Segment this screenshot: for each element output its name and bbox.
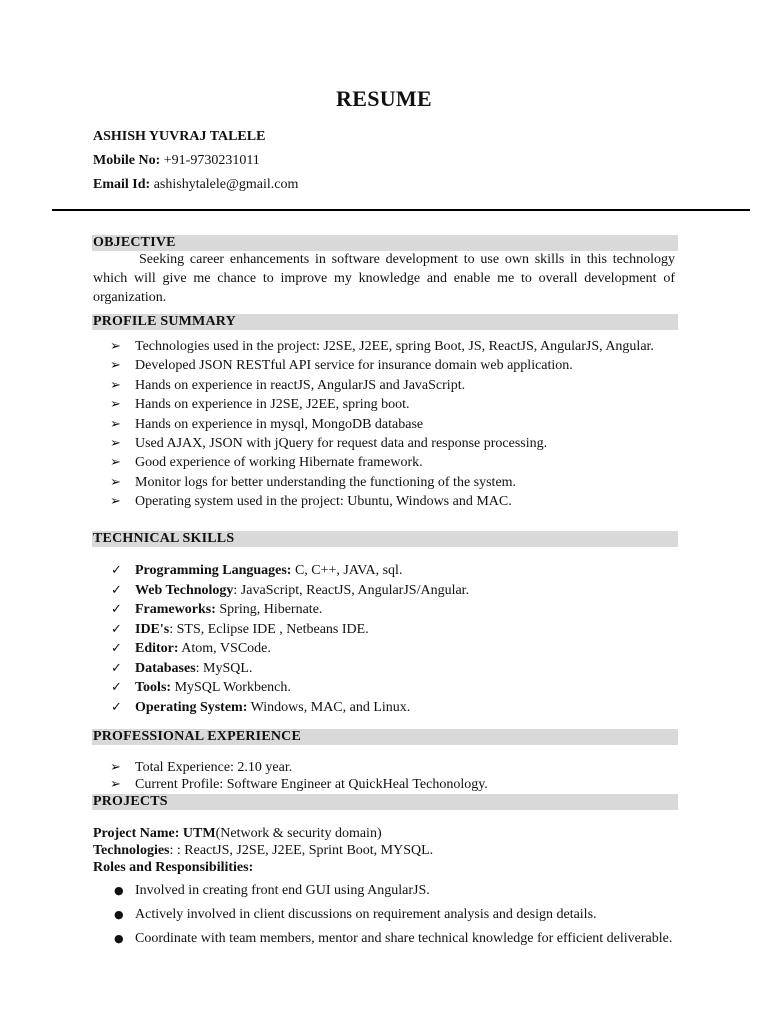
list-item: ➢ Total Experience: 2.10 year. (110, 760, 293, 775)
list-item: ✓ Operating System: Windows, MAC, and Linux. (93, 698, 675, 718)
arrowhead-bullet-icon: ➢ (110, 397, 121, 413)
checkmark-bullet-icon: ✓ (111, 699, 122, 715)
roles-heading: Roles and Responsibilities: (93, 860, 254, 875)
header-divider (52, 209, 750, 211)
checkmark-bullet-icon: ✓ (111, 680, 122, 695)
arrowhead-bullet-icon: ➢ (110, 358, 121, 374)
list-item: ➢ Hands on experience in mysql, MongoDB database (93, 415, 675, 434)
checkmark-bullet-icon: ✓ (111, 563, 122, 578)
mobile-line (93, 153, 260, 169)
email-label: Email Id: (93, 177, 151, 192)
list-item: ✓ IDE's: STS, Eclipse IDE , Netbeans IDE. (93, 620, 675, 640)
list-item: ● Coordinate with team members, mentor and share technical knowledge for efficient deliverable. (114, 931, 673, 946)
arrowhead-bullet-icon: ➢ (110, 760, 121, 775)
checkmark-bullet-icon: ✓ (111, 641, 122, 656)
page-title: RESUME (336, 86, 432, 111)
section-profile-summary-heading: PROFILE SUMMARY (92, 314, 678, 330)
candidate-name: ASHISH YUVRAJ TALELE (93, 129, 266, 144)
arrowhead-bullet-icon: ➢ (110, 436, 121, 452)
section-professional-experience-heading: PROFESSIONAL EXPERIENCE (92, 729, 678, 745)
list-item: ✓ Frameworks: Spring, Hibernate. (93, 600, 675, 620)
list-item: ● Actively involved in client discussions on requirement analysis and design details. (114, 907, 597, 922)
checkmark-bullet-icon: ✓ (111, 660, 122, 676)
objective-text: Seeking career enhancements in software development to use own skills in this technology which will give me chance to improve my knowledge and enable me to overall development of organization. (93, 252, 675, 305)
checkmark-bullet-icon: ✓ (111, 621, 122, 637)
list-item: ➢ Operating system used in the project: Ubuntu, Windows and MAC. (93, 492, 675, 511)
project-name-label: Project Name: (93, 826, 180, 841)
checkmark-bullet-icon: ✓ (111, 602, 122, 617)
roles-list (93, 882, 675, 954)
list-item: ➢ Technologies used in the project: J2SE, J2EE, spring Boot, JS, ReactJS, AngularJS, Angular. (93, 337, 675, 356)
mobile-label: Mobile No: (93, 153, 161, 168)
profile-summary-list (93, 337, 675, 512)
arrowhead-bullet-icon: ➢ (110, 474, 121, 490)
list-item: ➢ Hands on experience in J2SE, J2EE, spring boot. (93, 395, 675, 414)
mobile-value: +91-9730231011 (163, 153, 260, 168)
list-item: ● Involved in creating front end GUI using AngularJS. (114, 883, 430, 898)
round-bullet-icon: ● (114, 884, 124, 897)
project-name-value: UTM (179, 826, 216, 841)
experience-list (93, 759, 675, 793)
arrowhead-bullet-icon: ➢ (110, 777, 121, 792)
round-bullet-icon: ● (114, 932, 124, 945)
list-item: ✓ Tools: MySQL Workbench. (93, 678, 675, 698)
list-item: ➢ Used AJAX, JSON with jQuery for request data and response processing. (93, 434, 675, 453)
checkmark-bullet-icon: ✓ (111, 582, 122, 598)
list-item: ➢ Good experience of working Hibernate framework. (93, 453, 675, 472)
arrowhead-bullet-icon: ➢ (110, 455, 121, 471)
arrowhead-bullet-icon: ➢ (110, 377, 121, 393)
list-item: ✓ Programming Languages: C, C++, JAVA, sql. (93, 561, 675, 581)
email-line (93, 177, 298, 193)
project-technologies-line (93, 842, 675, 859)
list-item: ✓ Databases: MySQL. (93, 659, 675, 679)
list-item: ✓ Web Technology: JavaScript, ReactJS, AngularJS/Angular. (93, 581, 675, 601)
list-item: ✓ Editor: Atom, VSCode. (93, 639, 675, 659)
project-name-line (93, 825, 675, 842)
arrowhead-bullet-icon: ➢ (110, 494, 121, 510)
technologies-label: Technologies (93, 843, 170, 858)
section-technical-skills-heading: TECHNICAL SKILLS (92, 531, 678, 547)
technical-skills-list (93, 561, 675, 717)
list-item: ➢ Current Profile: Software Engineer at QuickHeal Techonology. (110, 777, 488, 792)
arrowhead-bullet-icon: ➢ (110, 339, 121, 354)
email-value: ashishytalele@gmail.com (153, 177, 299, 192)
technologies-value: : : ReactJS, J2SE, J2EE, Sprint Boot, MYSQL. (169, 843, 434, 858)
list-item: ➢ Hands on experience in reactJS, AngularJS and JavaScript. (93, 376, 675, 395)
arrowhead-bullet-icon: ➢ (110, 416, 121, 432)
list-item: ➢ Developed JSON RESTful API service for insurance domain web application. (93, 356, 675, 375)
round-bullet-icon: ● (114, 908, 124, 921)
list-item: ➢ Monitor logs for better understanding the functioning of the system. (93, 473, 675, 492)
section-objective-heading: OBJECTIVE (92, 235, 678, 251)
section-projects-heading: PROJECTS (92, 794, 678, 810)
project-domain: (Network & security domain) (215, 826, 382, 841)
